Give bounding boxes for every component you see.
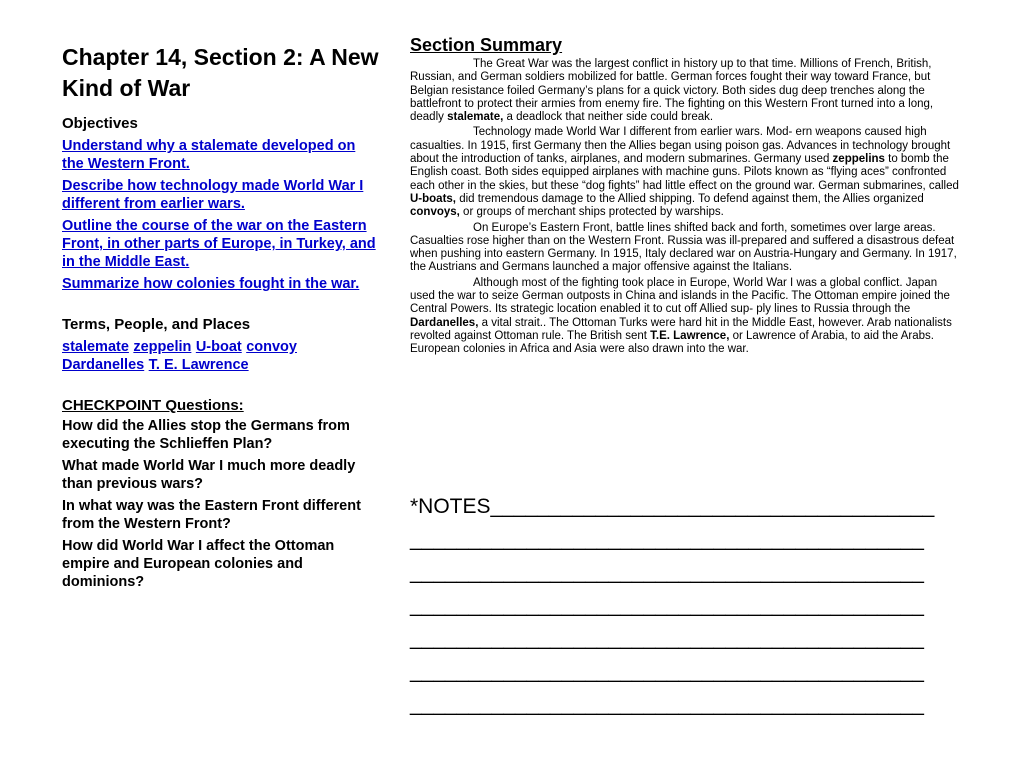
summary-paragraph: [410, 126, 965, 219]
text-run: a deadlock that neither side could break.: [503, 111, 714, 124]
term-link[interactable]: stalemate: [62, 339, 129, 355]
text-run: to bomb the English coast. Both sides equipped airplanes with machine guns. Pilots known as “flying aces” confronted each other in the skies, but these “dog fights” had little effect on the ground war. German submarines, called: [410, 153, 959, 192]
key-term: stalemate,: [447, 111, 504, 124]
objective-link[interactable]: Summarize how colonies fought in the war.: [62, 276, 360, 292]
objective-link[interactable]: Outline the course of the war on the Eastern Front, in other parts of Europe, in Turkey, and in the Middle East.: [62, 218, 376, 270]
key-term: convoys,: [410, 206, 460, 219]
summary-paragraph: [410, 277, 965, 357]
key-term: U-boats,: [410, 192, 456, 205]
key-term: zeppelins: [832, 153, 885, 166]
summary-paragraph: On Europe’s Eastern Front, battle lines shifted back and forth, sometimes over large areas. Casualties rose higher than on the Western Front. Russia was ill-prepared and suffered a disastrous defeat when pushing into eastern Germany. In 1915, Italy declared war on Austria-Hungary and Germany. In 1917, the Austrians and Germans launched a major offensive against the Italians.: [410, 221, 957, 274]
notes-line: ____________________________________________: [410, 660, 924, 683]
notes-area: [410, 490, 970, 721]
checkpoint-question: In what way was the Eastern Front different from the Western Front?: [62, 498, 361, 532]
objective-link[interactable]: Understand why a stalemate developed on the Western Front.: [62, 138, 356, 172]
checkpoint-question: How did World War I affect the Ottoman empire and European colonies and dominions?: [62, 538, 335, 590]
page-title: Chapter 14, Section 2: A New Kind of War: [62, 44, 379, 101]
text-run: The Great War was the largest conflict in history up to that time. Millions of French, British, Russian, and German soldiers mobilized for battle. German forces fought their way toward France, but Belgian resistance foiled Germany’s plans for a quick victory. Both sides dug deep trenches along the battlefront to protect their armies from enemy fire. The fighting on this Western Front turned into a long, deadly: [410, 58, 934, 124]
text-run: Technology made World War I different from earlier wars. Mod- ern weapons caused high casualties. In 1915, first Germany then the Allies began using poison gas. Advances in technology brought about the introduction of tanks, airplanes, and modern submarines. Germany used: [410, 126, 951, 166]
checkpoint-heading: CHECKPOINT Questions:: [62, 397, 244, 414]
left-column: [62, 42, 380, 595]
objectives-heading: Objectives: [62, 115, 138, 132]
objective-link[interactable]: Describe how technology made World War I different from earlier wars.: [62, 178, 364, 212]
notes-line: ______________________________________: [490, 495, 935, 518]
key-term: Dardanelles,: [410, 316, 479, 329]
notes-line: ____________________________________________: [410, 528, 924, 551]
text-run: or groups of merchant ships protected by warships.: [459, 206, 724, 219]
objectives-list: [62, 137, 380, 293]
notes-label: *NOTES: [410, 495, 491, 518]
term-link[interactable]: convoy: [246, 339, 297, 355]
section-summary-heading: Section Summary: [410, 35, 563, 55]
summary-paragraph: [410, 58, 965, 124]
notes-line: ____________________________________________: [410, 594, 924, 617]
text-run: Although most of the fighting took place in Europe, World War I was a global conflict. Japan used the war to seize German outposts in China and islands in the Pacific. The Ottoman empire joined the Central Powers. Its strategic location enabled it to cut off Allied sup- ply lines to Russia through the: [410, 276, 950, 316]
key-term: T.E. Lawrence,: [650, 329, 730, 342]
notes-line: ____________________________________________: [410, 561, 924, 584]
term-link[interactable]: zeppelin: [133, 339, 192, 355]
text-run: or Lawrence of Arabia, to aid the Arabs. European colonies in Africa and Asia were also drawn into the war.: [410, 329, 934, 356]
terms-list: [62, 338, 380, 374]
notes-line: ____________________________________________: [410, 627, 924, 650]
term-link[interactable]: Dardanelles: [62, 357, 145, 373]
term-link[interactable]: T. E. Lawrence: [148, 357, 249, 373]
text-run: a vital strait.. The Ottoman Turks were hard hit in the Middle East, however. Arab nationalists revolted against Ottoman rule. The British sent: [410, 316, 952, 342]
notes-header-line: [410, 490, 970, 523]
text-run: did tremendous damage to the Allied shipping. To defend against them, the Allies organized: [456, 192, 924, 205]
terms-heading: Terms, People, and Places: [62, 316, 251, 333]
notes-line: ____________________________________________: [410, 693, 924, 716]
right-column: [410, 34, 965, 359]
checkpoint-question: How did the Allies stop the Germans from executing the Schlieffen Plan?: [62, 418, 350, 452]
checkpoint-question: What made World War I much more deadly than previous wars?: [62, 458, 356, 492]
term-link[interactable]: U-boat: [195, 339, 242, 355]
